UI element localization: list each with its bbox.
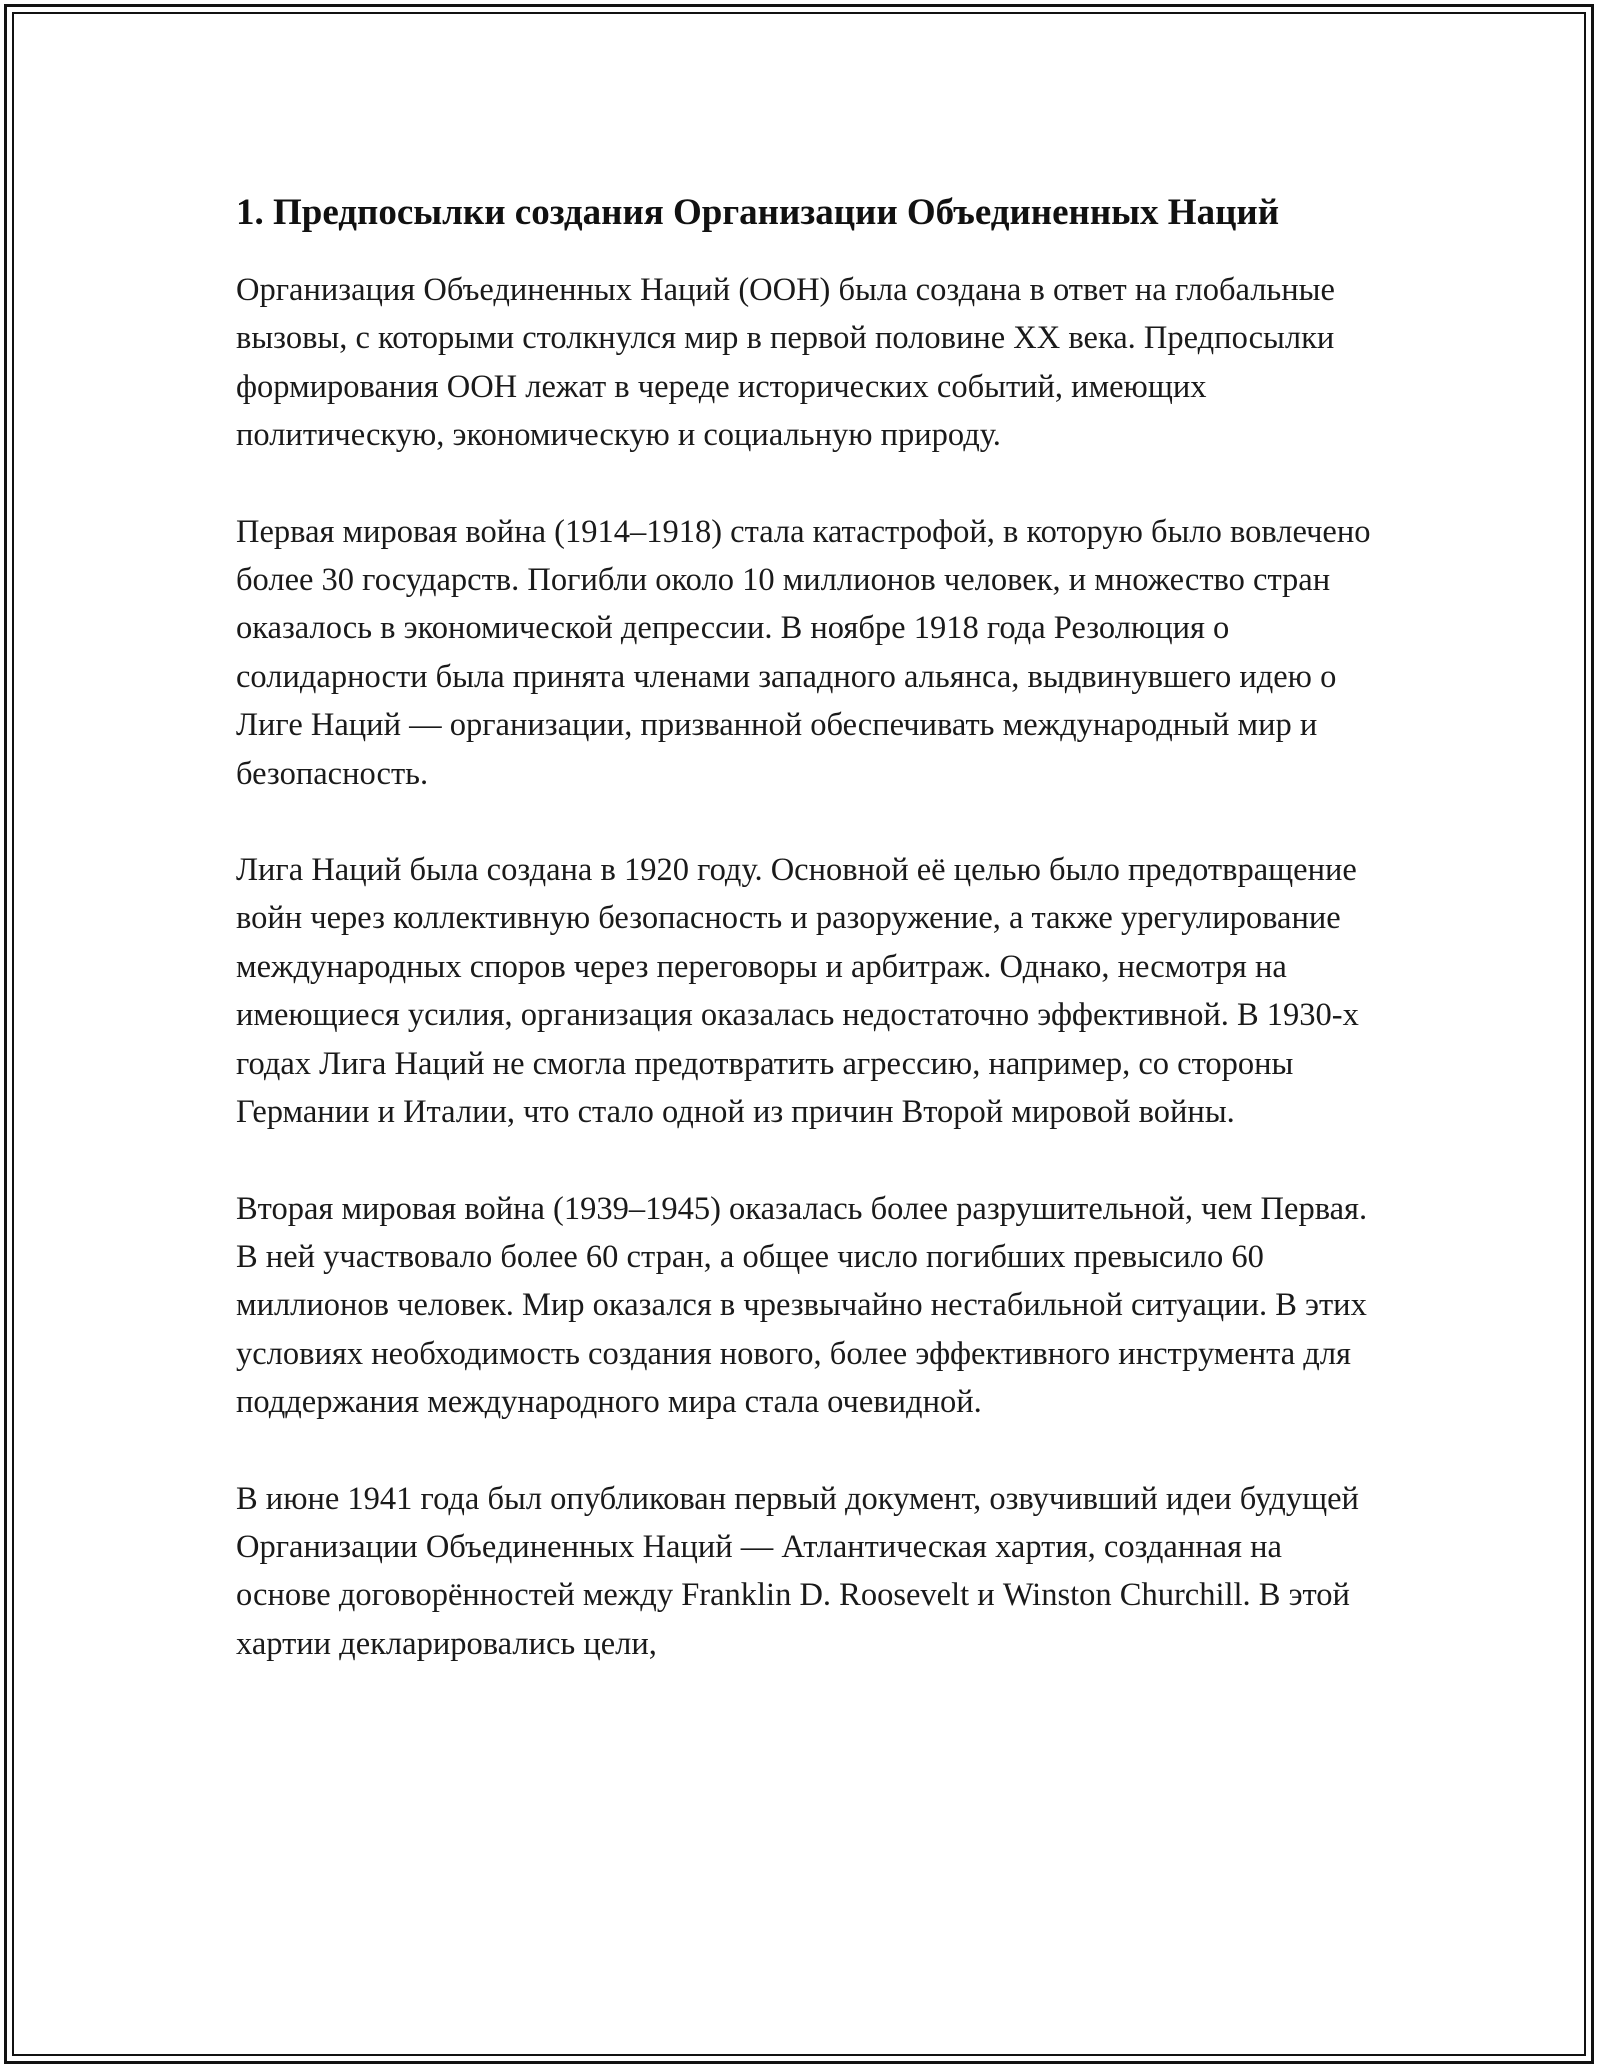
paragraph-intro: Организация Объединенных Наций (ООН) была создана в ответ на глобальные вызовы, с которыми столкнулся мир в первой половине XX века. Предпосылки формирования ООН лежат в череде исторических событий, имеющих политическую, экономическую и социальную природу. [236, 272, 1335, 454]
paragraph-first-world-war: Первая мировая война (1914–1918) стала катастрофой, в которую было вовлечено более 30 государств. Погибли около 10 миллионов человек, и множество стран оказалось в экономической депрессии. В ноябре 1918 года Резолюция о солидарности была принята членами западного альянса, выдвинувшего идею о Лиге Наций — организации, призванной обеспечивать международный мир и безопасность. [236, 513, 1371, 792]
paragraph-atlantic-charter: В июне 1941 года был опубликован первый документ, озвучивший идеи будущей Организации Объединенных Наций — Атлантическая хартия, созданная на основе договорённостей между Franklin D. Roosevelt и Winston Churchill. В этой хартии декларировались цели, [236, 1480, 1359, 1662]
paragraph-second-world-war: Вторая мировая война (1939–1945) оказалась более разрушительной, чем Первая. В ней участвовало более 60 стран, а общее число погибших превысило 60 миллионов человек. Мир оказался в чрезвычайно нестабильной ситуации. В этих условиях необходимость создания нового, более эффективного инструмента для поддержания международного мира стала очевидной. [236, 1190, 1368, 1421]
document-body [236, 186, 1371, 1716]
paragraph-league-of-nations: Лига Наций была создана в 1920 году. Основной её целью было предотвращение войн через коллективную безопасность и разоружение, а также урегулирование международных споров через переговоры и арбитраж. Однако, несмотря на имеющиеся усилия, организация оказалась недостаточно эффективной. В 1930-х годах Лига Наций не смогла предотвратить агрессию, например, со стороны Германии и Италии, что стало одной из причин Второй мировой войны. [236, 852, 1359, 1131]
section-heading: 1. Предпосылки создания Организации Объединенных Наций [236, 192, 1280, 233]
